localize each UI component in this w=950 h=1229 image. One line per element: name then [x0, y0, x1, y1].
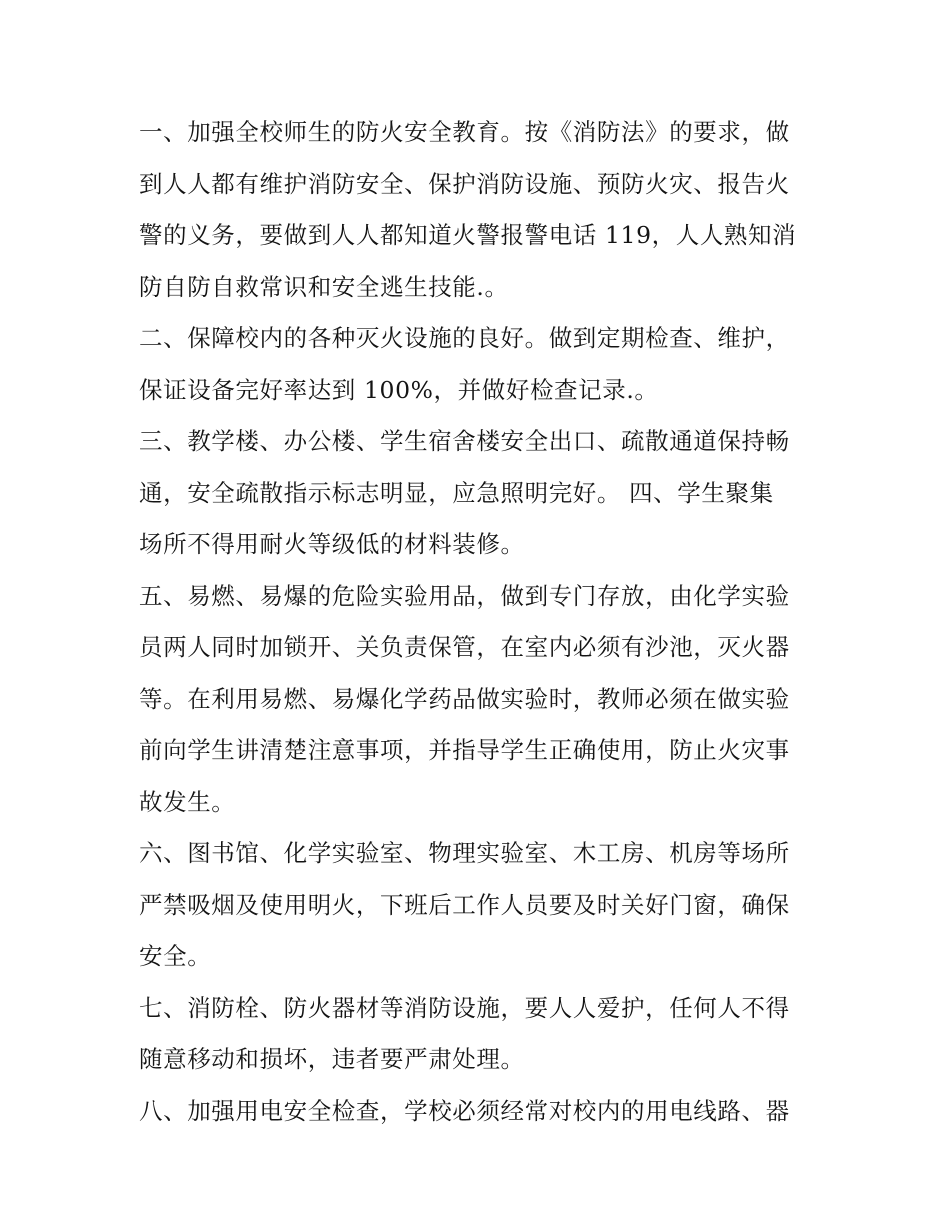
text-line: 八、加强用电安全检查，学校必须经常对校内的用电线路、器: [139, 1096, 790, 1125]
paragraph-1: [139, 107, 819, 313]
paragraph-2: [139, 313, 819, 416]
text-line: 安全。: [139, 942, 212, 970]
text-line: 故发生。: [139, 787, 236, 816]
text-line: 员两人同时加锁开、关负责保管，在室内必须有沙池，灭火器: [139, 633, 790, 661]
text-line: 三、教学楼、办公楼、学生宿舍楼安全出口、疏散通道保持畅: [139, 427, 790, 455]
text-line: 到人人都有维护消防安全、保护消防设施、预防火灾、报告火: [139, 169, 790, 198]
text-line: 六、图书馆、化学实验室、物理实验室、木工房、机房等场所: [139, 839, 790, 867]
document-body: [139, 107, 819, 1137]
text-line: 一、加强全校师生的防火安全教育。按《消防法》的要求，做: [139, 118, 790, 146]
text-line: 前向学生讲清楚注意事项，并指导学生正确使用，防止火灾事: [139, 736, 790, 764]
text-line: 二、保障校内的各种灭火设施的良好。做到定期检查、维护，: [139, 324, 790, 352]
paragraph-3: [139, 416, 819, 571]
paragraph-8: [139, 1086, 819, 1138]
text-line: 通，安全疏散指示标志明显，应急照明完好。 四、学生聚集: [139, 478, 774, 507]
text-line: 随意移动和损坏，违者要严肃处理。: [139, 1045, 525, 1073]
text-line: 七、消防栓、防火器材等消防设施，要人人爱护，任何人不得: [139, 993, 790, 1022]
text-line: 防自防自救常识和安全逃生技能.。: [139, 272, 509, 301]
paragraph-7: [139, 983, 819, 1086]
paragraph-5: [139, 571, 819, 829]
text-line: 场所不得用耐火等级低的材料装修。: [139, 530, 525, 558]
text-line: 保证设备完好率达到 100%，并做好检查记录.。: [139, 375, 659, 404]
paragraph-6: [139, 828, 819, 983]
text-line: 警的义务，要做到人人都知道火警报警电话 119，人人熟知消: [139, 221, 797, 249]
text-line: 严禁吸烟及使用明火，下班后工作人员要及时关好门窗，确保: [139, 890, 790, 919]
text-line: 等。在利用易燃、易爆化学药品做实验时，教师必须在做实验: [139, 684, 790, 713]
text-line: 五、易燃、易爆的危险实验用品，做到专门存放，由化学实验: [139, 581, 790, 610]
